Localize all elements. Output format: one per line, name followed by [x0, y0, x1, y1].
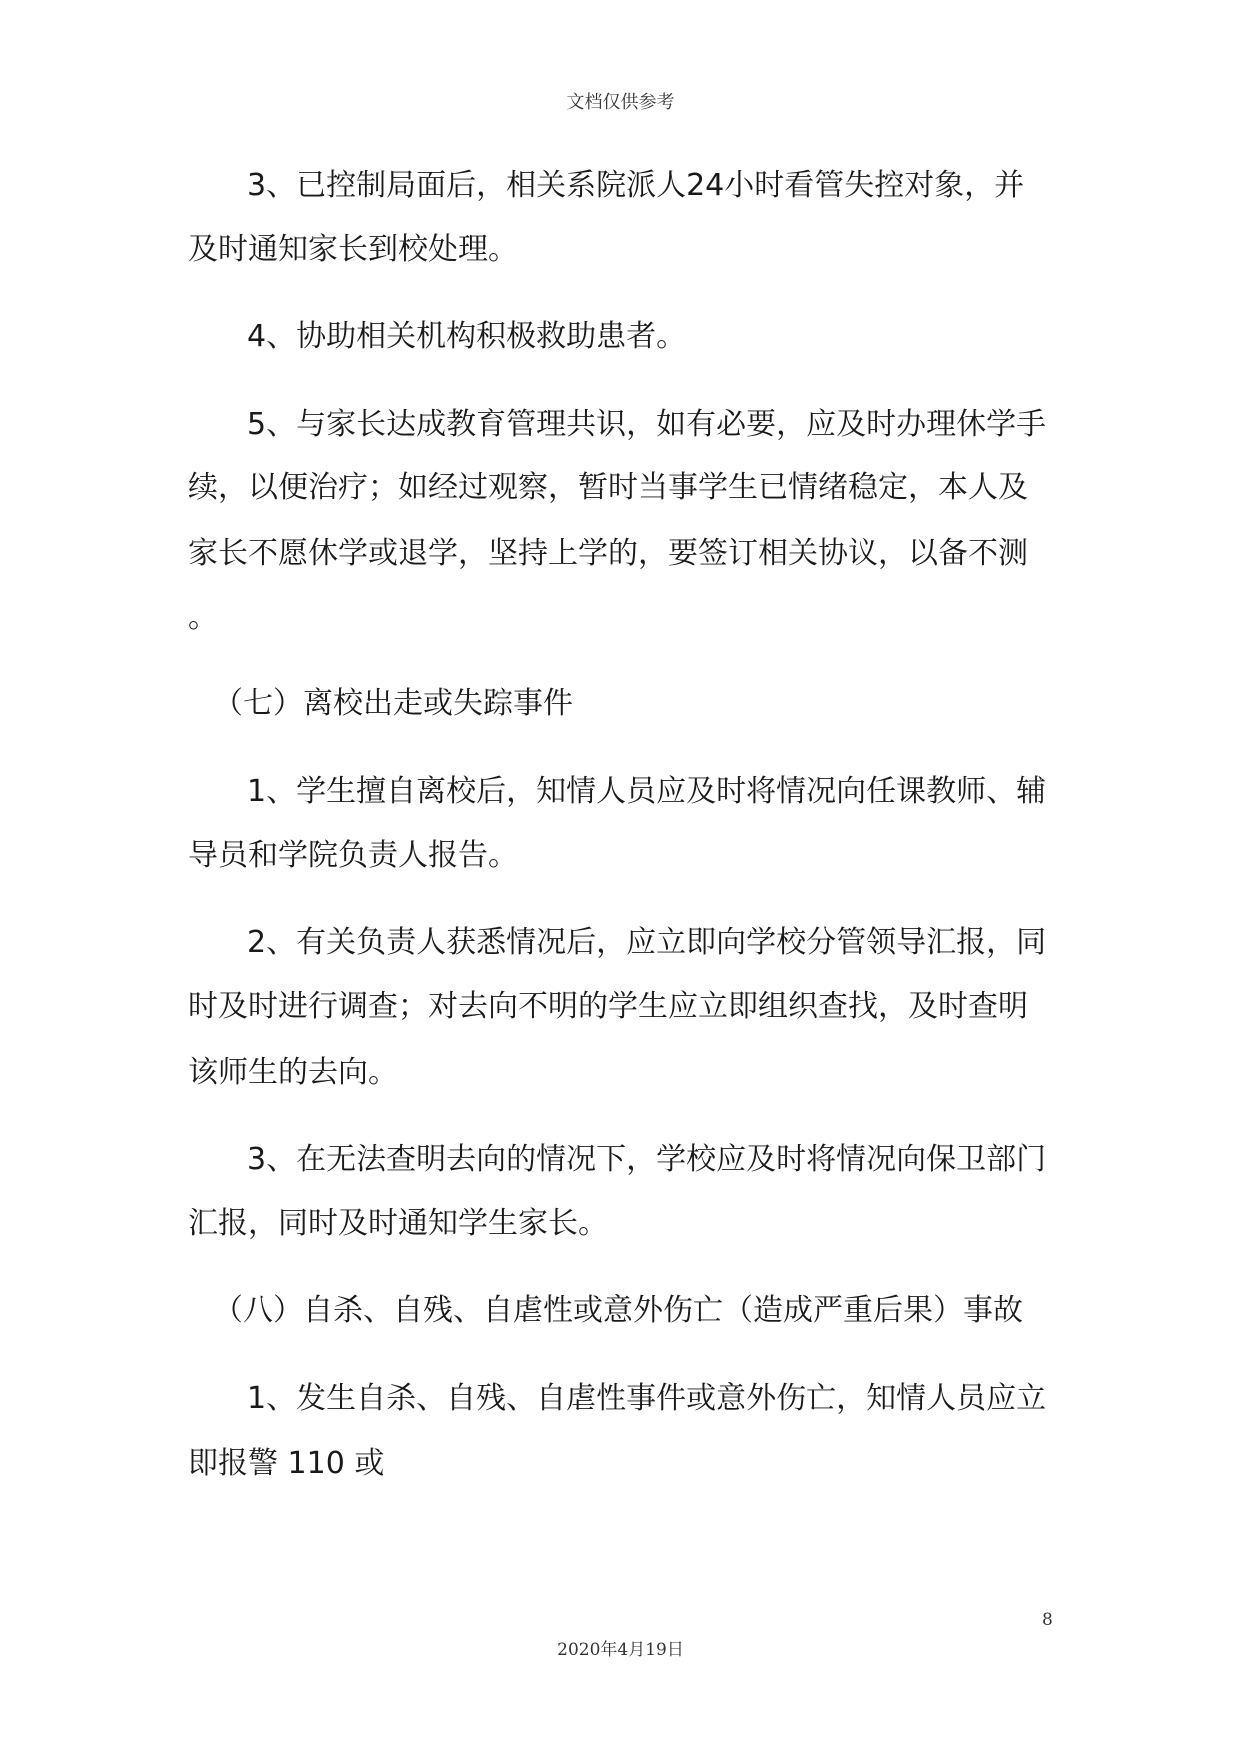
paragraph-line: 3、在无法查明去向的情况下，学校应及时将情况向保卫部门 [247, 1142, 1047, 1177]
section-heading: （八）自杀、自残、自虐性或意外伤亡（造成严重后果）事故 [213, 1293, 1023, 1328]
paragraph-line: 4、协助相关机构积极救助患者。 [247, 319, 687, 354]
page-footer-date: 2020年4月19日 [557, 1640, 684, 1660]
section-heading: （七）离校出走或失踪事件 [213, 686, 573, 721]
paragraph-line: 该师生的去向。 [188, 1055, 398, 1090]
paragraph-line: 。 [188, 600, 218, 635]
paragraph-line: 即报警 110 或 [188, 1446, 385, 1481]
paragraph-line: 时及时进行调查；对去向不明的学生应立即组织查找，及时查明 [188, 989, 1028, 1024]
paragraph-line: 1、学生擅自离校后，知情人员应及时将情况向任课教师、辅 [247, 774, 1047, 809]
paragraph-line: 及时通知家长到校处理。 [188, 232, 518, 267]
paragraph-line: 续，以便治疗；如经过观察，暂时当事学生已情绪稳定，本人及 [188, 470, 1028, 505]
paragraph-line: 2、有关负责人获悉情况后，应立即向学校分管领导汇报，同 [247, 925, 1047, 960]
paragraph-line: 5、与家长达成教育管理共识，如有必要，应及时办理休学手 [247, 407, 1047, 442]
page-number: 8 [1042, 1610, 1053, 1630]
paragraph-line: 导员和学院负责人报告。 [188, 838, 518, 873]
paragraph-line: 3、已控制局面后，相关系院派人24小时看管失控对象，并 [247, 168, 1025, 203]
paragraph-line: 家长不愿休学或退学，坚持上学的，要签订相关协议，以备不测 [188, 536, 1028, 571]
paragraph-line: 1、发生自杀、自残、自虐性事件或意外伤亡，知情人员应立 [247, 1381, 1047, 1416]
page-header: 文档仅供参考 [566, 92, 675, 113]
paragraph-line: 汇报，同时及时通知学生家长。 [188, 1206, 608, 1241]
